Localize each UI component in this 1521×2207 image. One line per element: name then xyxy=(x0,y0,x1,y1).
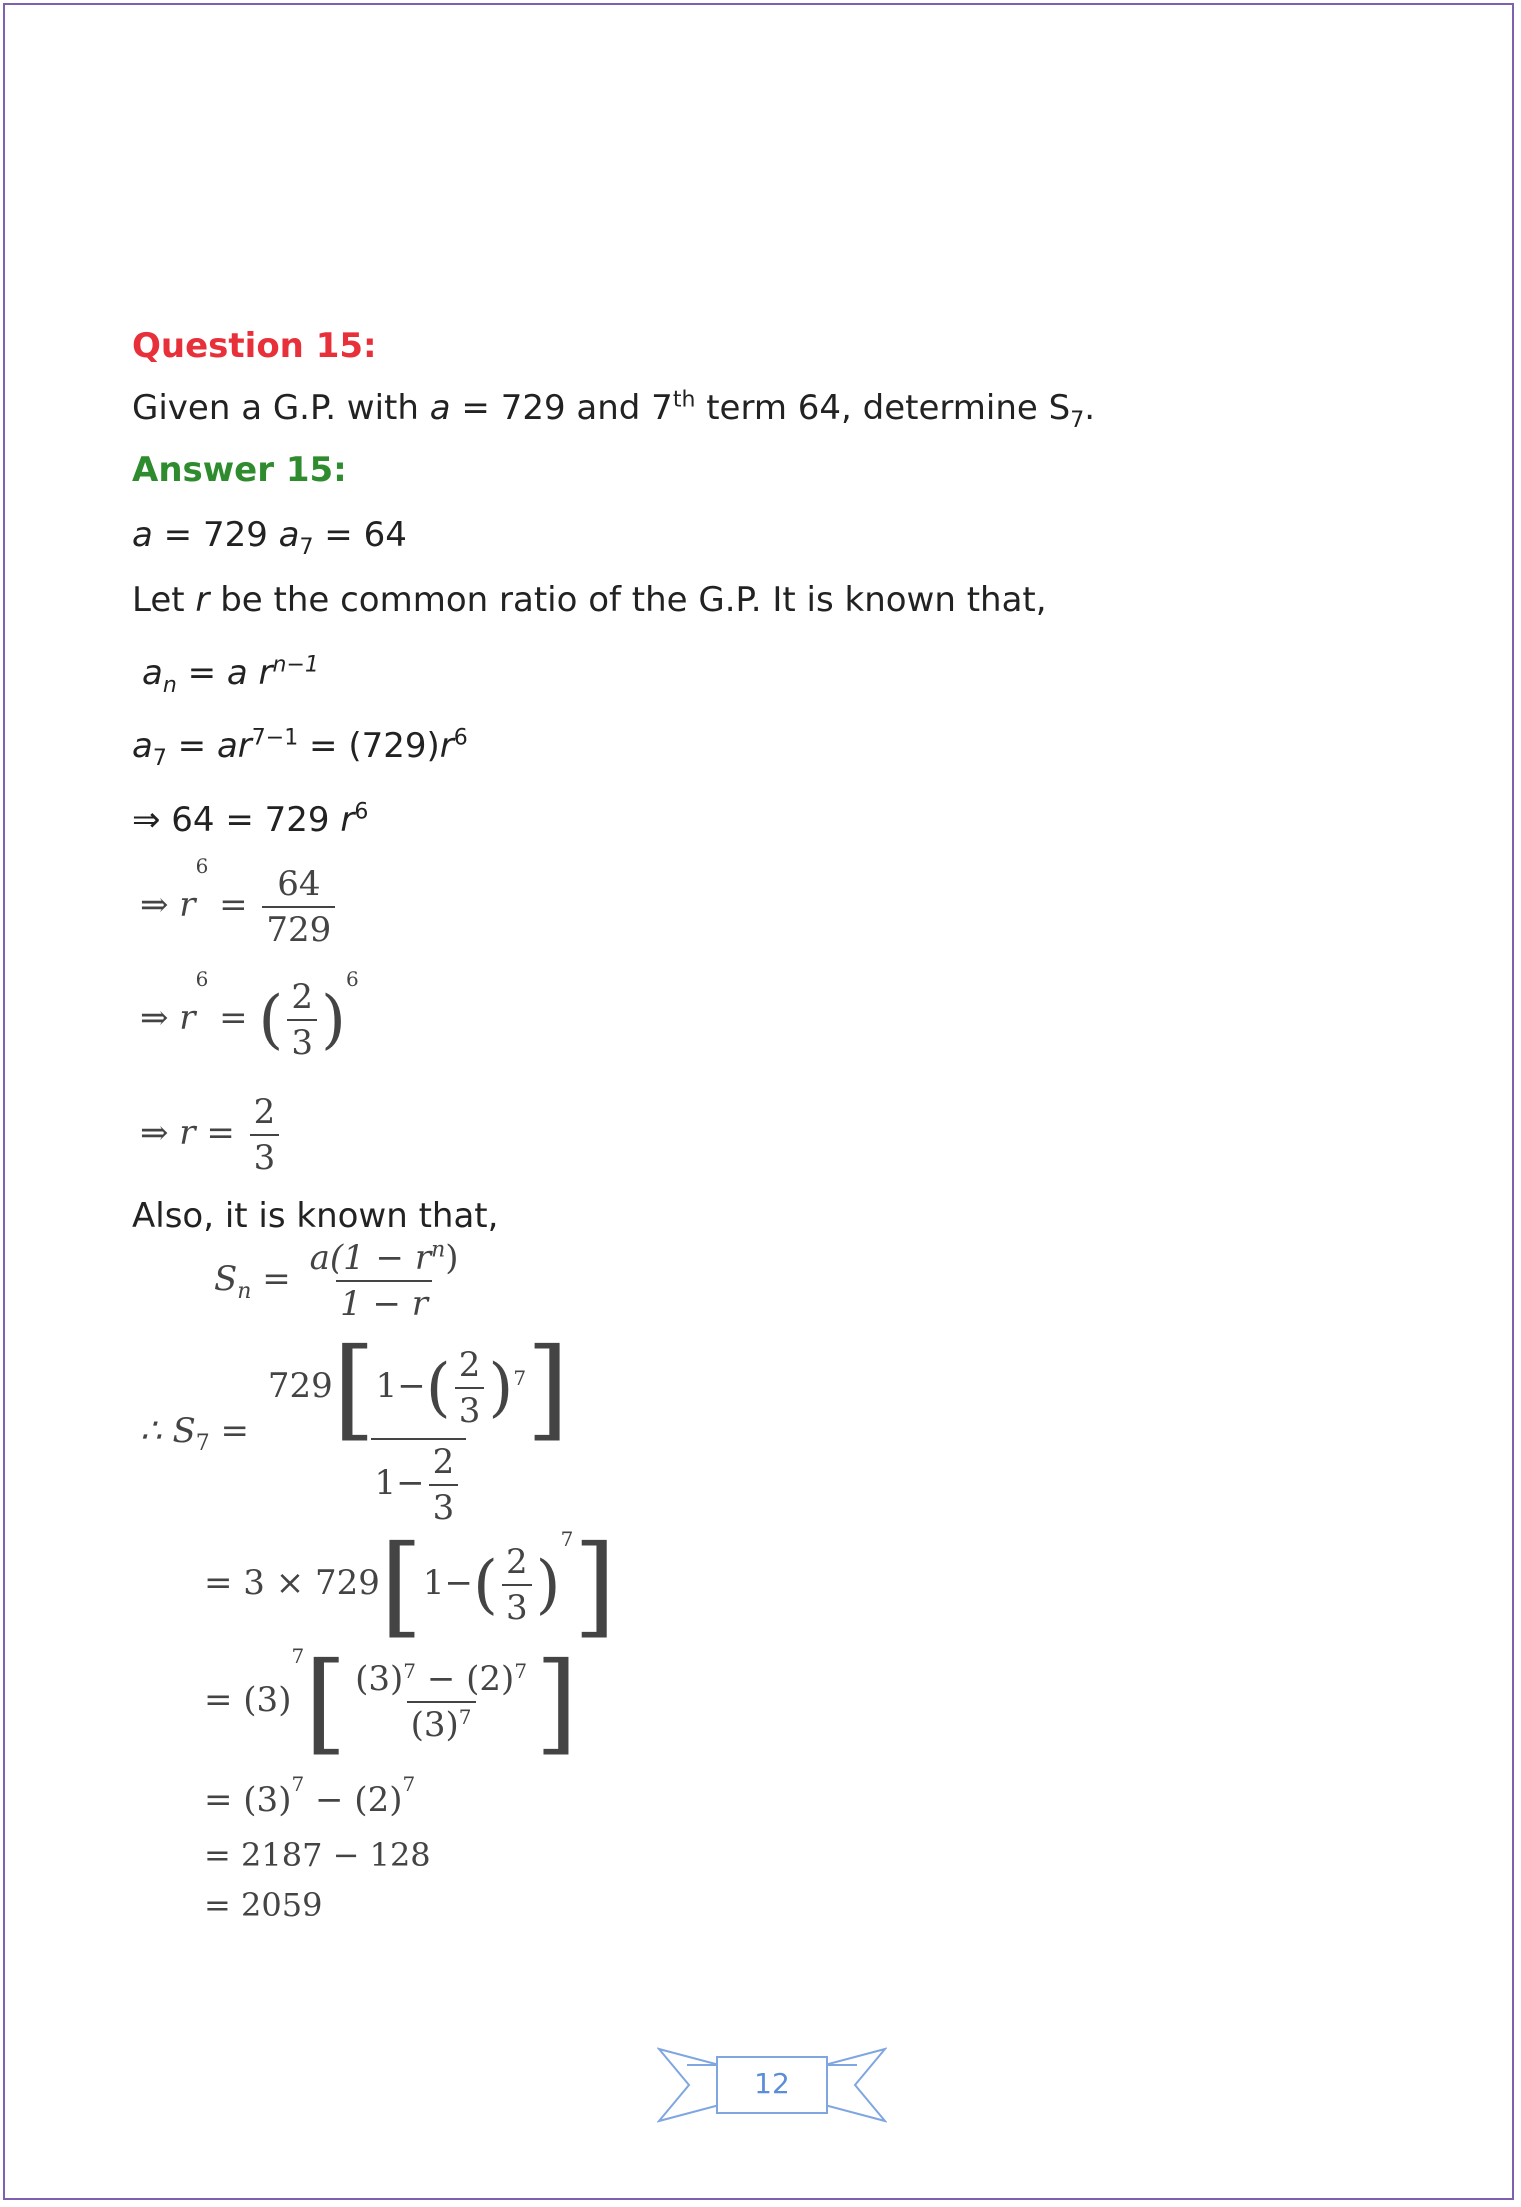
given-values: a = 729 $a_7 = 64$ xyxy=(132,515,407,560)
seventh-term-line: $a_7 = ar^{7-1} = (729)r^6$ xyxy=(132,725,468,771)
page-number-ribbon xyxy=(657,2045,887,2125)
s7-step-4: = $(3)^7 - (2)^7$ xyxy=(204,1772,416,1820)
s7-step-2: = 3 × 729[1−( $\frac{2}{3}$ )$^7$] xyxy=(204,1521,617,1649)
s7-step-3: = $(3)^7$[ $\frac{(3)^7 - (2)^7}{(3)^7}$ ] xyxy=(204,1638,578,1766)
step-r-value: ⇒ r = $\frac{2}{3}$ xyxy=(140,1090,283,1180)
s7-result: = 2059 xyxy=(204,1886,323,1924)
s7-step-5: = 2187 − 128 xyxy=(204,1836,431,1874)
sum-formula: $S_n$ = $\frac{a(1 - r^n)}{1 - r}$ xyxy=(214,1237,459,1324)
answer-title: Answer 15: xyxy=(132,450,347,490)
s7-substitution: ∴ $S_7$ = 729[1−( $\frac{2}{3}$ )$^7$] 1− $\frac{2}{3}$ xyxy=(140,1324,570,1528)
page-number: 12 xyxy=(754,2067,790,2100)
question-text: Given a G.P. with a = 729 and 7th term 64, determine $S_7$. xyxy=(132,387,1095,433)
step-r6-fraction: ⇒ $r^6$ = $\frac{64}{729}$ xyxy=(140,862,339,952)
let-r-line: Let r be the common ratio of the G.P. It is known that, xyxy=(132,580,1047,620)
also-line: Also, it is known that, xyxy=(132,1196,499,1236)
general-term-formula: $a_n = a$ $r^{n-1}$ xyxy=(142,652,319,698)
step-r6-power: ⇒ $r^6$ = ( $\frac{2}{3}$ )$^6$ xyxy=(140,967,359,1063)
question-title: Question 15: xyxy=(132,326,377,366)
equation-64: ⇒ 64 = 729 $r^6$ xyxy=(132,799,369,840)
